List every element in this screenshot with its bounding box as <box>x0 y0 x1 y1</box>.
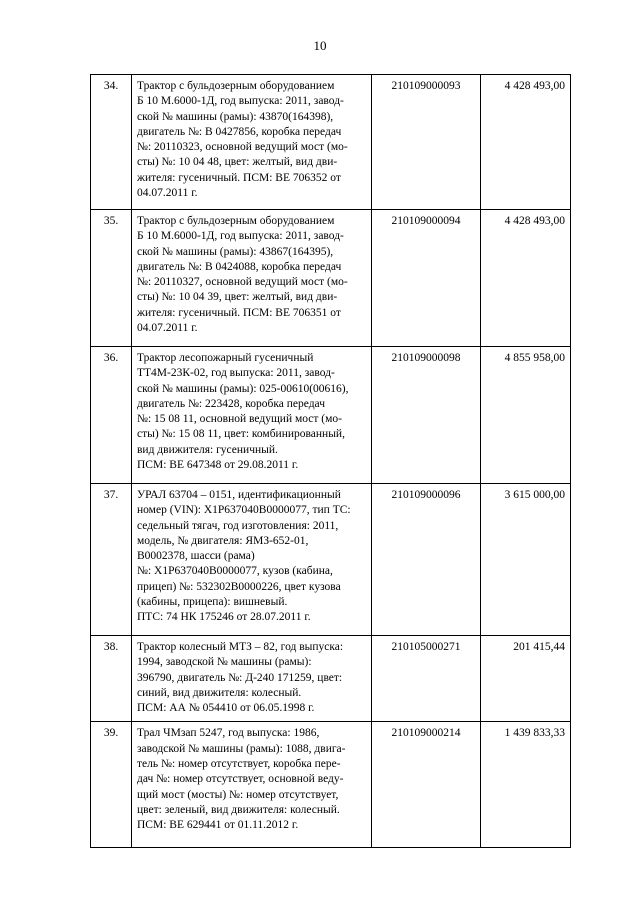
row-number: 36. <box>91 347 132 484</box>
table-row <box>91 636 571 722</box>
description-line: Трактор с бульдозерным оборудованием <box>137 215 335 227</box>
description-line: жителя: гусеничный. ПСМ: ВЕ 706352 от <box>137 171 341 184</box>
table-row <box>91 75 571 210</box>
description-line: седельный тягач, год изготовления: 2011, <box>137 519 339 532</box>
amount-value: 201 415,44 <box>481 636 571 722</box>
description-line: сты) №: 10 04 48, цвет: желтый, вид дви- <box>137 156 338 169</box>
assets-table-body <box>91 75 571 848</box>
description-line: ПТС: 74 НК 175246 от 28.07.2011 г. <box>137 611 311 624</box>
amount-value: 3 615 000,00 <box>481 484 571 636</box>
amount-value: 4 428 493,00 <box>481 75 571 210</box>
description-line: Б 10 М.6000-1Д, год выпуска: 2011, завод- <box>137 230 344 243</box>
description-line: дач №: номер отсутствует, основной веду- <box>137 773 344 786</box>
inventory-number: 210105000271 <box>372 636 481 722</box>
table-row <box>91 722 571 848</box>
description-line: B0002378, шасси (рама) <box>137 550 255 563</box>
description-line: Трактор с бульдозерным оборудованием <box>137 80 335 92</box>
description-line: цвет: зеленый, вид движителя: колесный. <box>137 803 340 816</box>
description-line: сты) №: 15 08 11, цвет: комбинированный, <box>137 428 345 441</box>
inventory-number: 210109000098 <box>372 347 481 484</box>
description-line: Трактор лесопожарный гусеничный <box>137 352 314 364</box>
description-line: №: 20110323, основной ведущий мост (мо- <box>137 141 348 154</box>
description-line: (кабины, прицепа): вишневый. <box>137 596 288 609</box>
inventory-number: 210109000094 <box>372 210 481 347</box>
description-line: ПСМ: ВЕ 629441 от 01.11.2012 г. <box>137 819 299 832</box>
amount-value: 4 428 493,00 <box>481 210 571 347</box>
description-line: модель, № двигателя: ЯМЗ-652-01, <box>137 534 309 547</box>
inventory-number: 210109000096 <box>372 484 481 636</box>
description-line: 04.07.2011 г. <box>137 322 198 335</box>
description-line: Б 10 М.6000-1Д, год выпуска: 2011, завод- <box>137 95 344 108</box>
item-description <box>132 210 372 347</box>
item-description <box>132 636 372 722</box>
table-row <box>91 347 571 484</box>
item-description <box>132 75 372 210</box>
description-line: заводской № машины (рамы): 1088, двига- <box>137 742 346 755</box>
inventory-number: 210109000214 <box>372 722 481 848</box>
row-number: 35. <box>91 210 132 347</box>
description-line: тель №: номер отсутствует, коробка пере- <box>137 758 341 771</box>
description-line: двигатель №: В 0427856, коробка передач <box>137 125 342 138</box>
description-line: 04.07.2011 г. <box>137 187 198 200</box>
description-line: ПСМ: АА № 054410 от 06.05.1998 г. <box>137 702 315 715</box>
description-line: 1994, заводской № машины (рамы): <box>137 656 312 669</box>
description-line: ской № машины (рамы): 43867(164395), <box>137 245 334 258</box>
description-line: ТТ4М-23К-02, год выпуска: 2011, завод- <box>137 367 335 380</box>
inventory-number: 210109000093 <box>372 75 481 210</box>
description-line: двигатель №: 223428, коробка передач <box>137 397 325 410</box>
description-line: №: X1P637040B0000077, кузов (кабина, <box>137 565 333 578</box>
item-description <box>132 484 372 636</box>
description-line: ской № машины (рамы): 43870(164398), <box>137 110 334 123</box>
description-line: №: 20110327, основной ведущий мост (мо- <box>137 276 348 289</box>
description-line: №: 15 08 11, основной ведущий мост (мо- <box>137 413 342 426</box>
description-line: 396790, двигатель №: Д-240 171259, цвет: <box>137 671 343 684</box>
table-row <box>91 484 571 636</box>
amount-value: 1 439 833,33 <box>481 722 571 848</box>
item-description <box>132 722 372 848</box>
description-line: вид движителя: гусеничный. <box>137 443 278 456</box>
table-row <box>91 210 571 347</box>
row-number: 38. <box>91 636 132 722</box>
row-number: 39. <box>91 722 132 848</box>
description-line: УРАЛ 63704 – 0151, идентификационный <box>137 489 341 501</box>
description-line: синий, вид движителя: колесный. <box>137 686 302 699</box>
description-line: двигатель №: В 0424088, коробка передач <box>137 260 342 273</box>
description-line: ской № машины (рамы): 025-00610(00616), <box>137 382 349 395</box>
description-line: Трал ЧМзап 5247, год выпуска: 1986, <box>137 727 320 740</box>
description-line: прицеп) №: 532302B0000226, цвет кузова <box>137 580 341 593</box>
description-line: ПСМ: ВЕ 647348 от 29.08.2011 г. <box>137 459 299 472</box>
description-line: щий мост (мосты) №: номер отсутствует, <box>137 788 339 801</box>
description-line: Трактор колесный МТЗ – 82, год выпуска: <box>137 641 344 653</box>
amount-value: 4 855 958,00 <box>481 347 571 484</box>
assets-table <box>90 74 571 848</box>
row-number: 37. <box>91 484 132 636</box>
description-line: сты) №: 10 04 39, цвет: желтый, вид дви- <box>137 291 338 304</box>
description-line: номер (VIN): X1P637040B0000077, тип ТС: <box>137 504 351 517</box>
description-line: жителя: гусеничный. ПСМ: ВЕ 706351 от <box>137 306 341 319</box>
item-description <box>132 347 372 484</box>
row-number: 34. <box>91 75 132 210</box>
page-number: 10 <box>313 38 327 53</box>
